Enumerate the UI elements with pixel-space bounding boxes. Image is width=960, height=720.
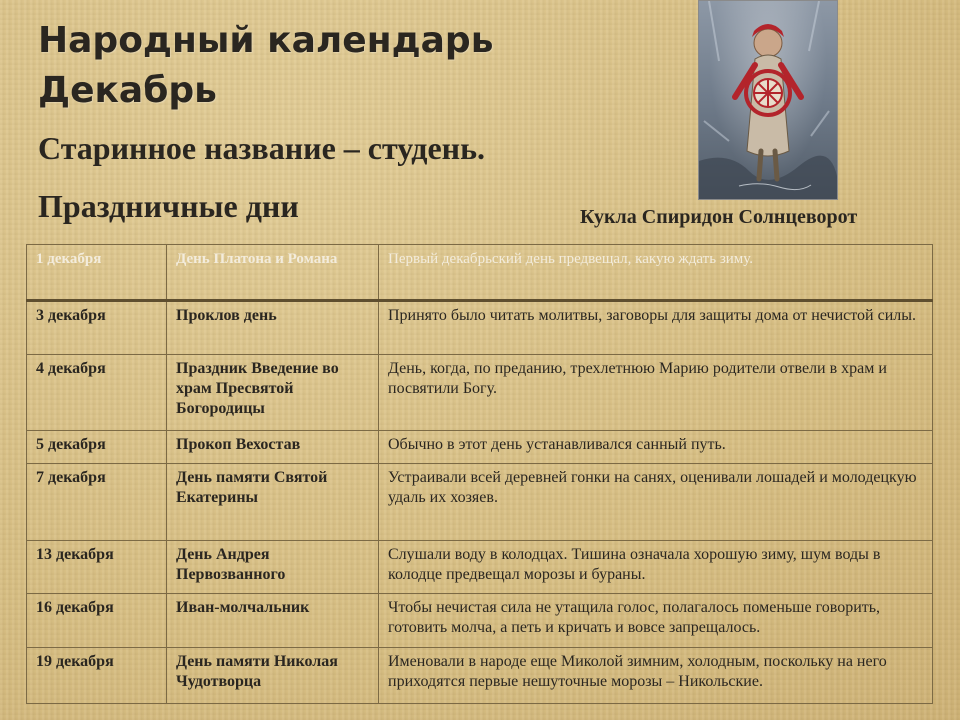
table-row	[27, 431, 933, 464]
table-row	[27, 541, 933, 594]
description-cell: Первый декабрьский день предвещал, какую ждать зиму.	[379, 245, 933, 301]
page-title	[38, 16, 493, 116]
table-row	[27, 245, 933, 301]
date-cell: 5 декабря	[27, 431, 167, 464]
holiday-name-cell: Прокоп Вехостав	[167, 431, 379, 464]
holiday-name-cell: День памяти Святой Екатерины	[167, 464, 379, 541]
date-cell: 19 декабря	[27, 648, 167, 704]
description-cell: Именовали в народе еще Миколой зимним, холодным, поскольку на него приходятся первые нешуточные морозы – Никольские.	[379, 648, 933, 704]
holiday-name-cell: День Платона и Романа	[167, 245, 379, 301]
date-cell: 4 декабря	[27, 355, 167, 431]
title-line-2: Декабрь	[38, 70, 217, 111]
date-cell: 13 декабря	[27, 541, 167, 594]
old-name-subtitle: Старинное название – студень.	[38, 130, 485, 166]
date-cell: 3 декабря	[27, 301, 167, 355]
holidays-heading: Праздничные дни	[38, 188, 299, 224]
description-cell: Устраивали всей деревней гонки на санях, оценивали лошадей и молодецкую удаль их хозяев.	[379, 464, 933, 541]
holiday-name-cell: Проклов день	[167, 301, 379, 355]
description-cell: Слушали воду в колодцах. Тишина означала хорошую зиму, шум воды в колодце предвещал морозы и бураны.	[379, 541, 933, 594]
holiday-name-cell: Праздник Введение во храм Пресвятой Богородицы	[167, 355, 379, 431]
date-cell: 7 декабря	[27, 464, 167, 541]
holiday-name-cell: Иван-молчальник	[167, 594, 379, 648]
date-cell: 1 декабря	[27, 245, 167, 301]
table-row	[27, 355, 933, 431]
title-line-1: Народный календарь	[38, 20, 494, 61]
table-row	[27, 301, 933, 355]
holiday-name-cell: День памяти Николая Чудотворца	[167, 648, 379, 704]
folk-doll-photo	[698, 0, 838, 200]
description-cell: Принято было читать молитвы, заговоры для защиты дома от нечистой силы.	[379, 301, 933, 355]
table-row	[27, 594, 933, 648]
description-cell: Чтобы нечистая сила не утащила голос, полагалось поменьше говорить, готовить молча, а петь и кричать и вовсе запрещалось.	[379, 594, 933, 648]
doll-caption: Кукла Спиридон Солнцеворот	[580, 206, 858, 228]
description-cell: Обычно в этот день устанавливался санный путь.	[379, 431, 933, 464]
holidays-table	[26, 244, 933, 704]
doll-image-icon	[699, 1, 837, 199]
date-cell: 16 декабря	[27, 594, 167, 648]
holiday-name-cell: День Андрея Первозванного	[167, 541, 379, 594]
table-row	[27, 648, 933, 704]
table-row	[27, 464, 933, 541]
description-cell: День, когда, по преданию, трехлетнюю Марию родители отвели в храм и посвятили Богу.	[379, 355, 933, 431]
